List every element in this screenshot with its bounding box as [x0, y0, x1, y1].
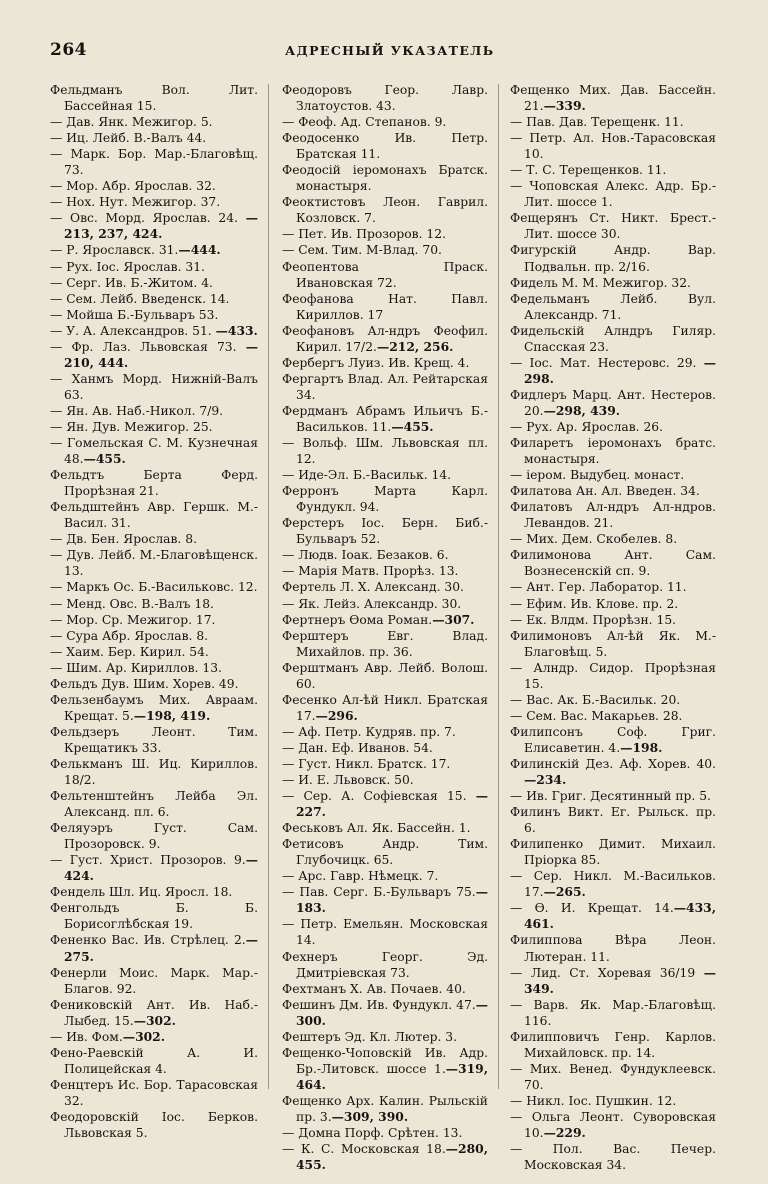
entry-text: — Вольф. Шм. Львовская пл. 12.	[282, 436, 488, 467]
entry-reference-numbers: —198.	[620, 739, 663, 755]
entry-text: — Ив. Григ. Десятинный пр. 5.	[510, 789, 711, 804]
directory-entry	[50, 756, 258, 788]
entry-text: — Иде-Эл. Б.-Васильк. 14.	[282, 468, 452, 483]
entry-text: Фешинъ Дм. Ив. Фундукл. 47.	[282, 997, 476, 1012]
directory-entry	[510, 435, 716, 467]
entry-text: — У. А. Александров. 51.	[50, 323, 216, 338]
entry-reference-numbers: —444.	[178, 242, 221, 258]
entry-reference-numbers: —183.	[296, 884, 488, 916]
entry-reference-numbers: —298, 439.	[543, 402, 621, 418]
entry-text: Фельтенштейнъ Лейба Эл. Александ. пл. 6.	[50, 789, 258, 820]
entry-text: Фененко Вас. Ив. Стрѣлец. 2.	[50, 933, 246, 948]
entry-text: Фено-Раевскій А. И. Полицейская 4.	[50, 1045, 258, 1076]
entry-text: — Ян. Дув. Межигор. 25.	[50, 419, 213, 434]
directory-entry	[510, 531, 716, 547]
entry-text: Фертель Л. Х. Александ. 30.	[282, 580, 464, 595]
directory-entry	[50, 997, 258, 1029]
directory-entry	[510, 596, 716, 612]
directory-entry	[510, 660, 716, 692]
directory-entry	[510, 900, 716, 932]
directory-entry	[282, 660, 488, 692]
directory-entry	[50, 419, 258, 435]
entry-reference-numbers: —298.	[524, 354, 716, 386]
entry-text: — К. С. Московская 18.	[282, 1142, 446, 1157]
entry-text: Федельманъ Лейб. Вул. Александр. 71.	[510, 291, 716, 322]
directory-entry	[510, 1093, 716, 1109]
entry-text: Феодоровскій Іос. Берков. Львовская 5.	[50, 1110, 258, 1141]
directory-entry	[50, 788, 258, 820]
directory-entry	[50, 660, 258, 676]
entry-text: Фельдманъ Вол. Лит. Бассейная 15.	[50, 83, 258, 114]
directory-entry	[50, 307, 258, 323]
directory-entry	[282, 259, 488, 291]
directory-entry	[50, 692, 258, 724]
entry-text: — Никл. Іос. Пушкин. 12.	[510, 1093, 677, 1108]
directory-entry	[50, 178, 258, 194]
directory-entry	[50, 644, 258, 660]
entry-text: Филипенко Димит. Михаил. Пріорка 85.	[510, 837, 716, 868]
directory-entry	[282, 611, 488, 628]
entry-text: Филинскій Дез. Аф. Хорев. 40.	[510, 756, 716, 771]
entry-reference-numbers: —300.	[296, 996, 488, 1028]
directory-entry	[50, 499, 258, 531]
directory-entry	[282, 1029, 488, 1045]
entry-text: Фещенко Мих. Дав. Бассейн. 21.	[510, 83, 716, 114]
directory-entry	[510, 788, 716, 804]
entry-text: Фенерли Моис. Марк. Мар.-Благов. 92.	[50, 965, 258, 996]
directory-entry	[50, 932, 258, 964]
directory-entry	[282, 756, 488, 772]
directory-entry	[282, 916, 488, 948]
entry-text: — Петр. Емельян. Московская 14.	[282, 917, 488, 948]
directory-entry	[282, 1045, 488, 1093]
directory-entry	[50, 210, 258, 242]
entry-reference-numbers: —433.	[215, 322, 258, 338]
directory-entry	[50, 403, 258, 419]
directory-entry	[510, 1061, 716, 1093]
entry-text: Фетисовъ Андр. Тим. Глубочицк. 65.	[282, 837, 488, 868]
directory-entry	[510, 1141, 716, 1173]
directory-entry	[50, 852, 258, 884]
entry-text: — Сем. Тим. М-Влад. 70.	[282, 243, 442, 258]
entry-text: — Ив. Фом.	[50, 1029, 123, 1044]
directory-entry	[282, 563, 488, 579]
directory-entry	[510, 756, 716, 788]
entry-reference-numbers: —280, 455.	[296, 1141, 488, 1173]
directory-entry	[510, 868, 716, 900]
directory-entry	[282, 515, 488, 547]
directory-entry	[510, 354, 716, 387]
entry-text: — Нох. Нут. Межигор. 37.	[50, 195, 221, 210]
entry-text: Филипсонъ Соф. Григ. Елисаветин. 4.	[510, 724, 716, 755]
entry-text: Фельдтъ Берта Ферд. Прорѣзная 21.	[50, 468, 258, 499]
entry-text: — Сер. А. Софіевская 15.	[282, 789, 476, 804]
column-divider	[268, 84, 269, 1089]
directory-entry	[282, 996, 488, 1029]
entry-text: — Дв. Бен. Ярослав. 8.	[50, 532, 197, 547]
directory-entry	[50, 820, 258, 852]
directory-entry	[282, 820, 488, 836]
entry-text: — Людв. Іоак. Безаков. 6.	[282, 548, 449, 563]
entry-reference-numbers: —349.	[524, 964, 716, 996]
entry-text: Ферштеръ Евг. Влад. Михайлов. пр. 36.	[282, 628, 488, 659]
directory-entry	[50, 338, 258, 371]
entry-text: Филимонова Ант. Сам. Вознесенскій сп. 9.	[510, 548, 716, 579]
directory-entry	[510, 82, 716, 114]
entry-text: — Хаим. Бер. Кирил. 54.	[50, 644, 209, 659]
entry-reference-numbers: —339.	[543, 98, 586, 114]
entry-text: — Серг. Ив. Б.-Житом. 4.	[50, 275, 213, 290]
entry-reference-numbers: —319, 464.	[296, 1060, 488, 1092]
directory-entry	[510, 997, 716, 1029]
entry-text: Феодосенко Ив. Петр. Братская 11.	[282, 131, 488, 162]
directory-entry	[282, 114, 488, 130]
directory-entry	[282, 323, 488, 355]
directory-entry	[282, 403, 488, 435]
directory-entry	[50, 242, 258, 258]
directory-entry	[50, 900, 258, 932]
running-title: АДРЕСНЫЙ УКАЗАТЕЛЬ	[285, 43, 495, 58]
directory-entry	[282, 435, 488, 467]
entry-text: — Лид. Ст. Хоревая 36/19	[510, 965, 704, 980]
entry-text: Фехтманъ Х. Ав. Почаев. 40.	[282, 981, 466, 996]
entry-text: Филинъ Викт. Ег. Рыльск. пр. 6.	[510, 805, 716, 836]
entry-text: Фидельскій Алндръ Гиляр. Спасская 23.	[510, 323, 716, 354]
entry-text: — Мор. Ср. Межигор. 17.	[50, 612, 216, 627]
directory-entry	[282, 724, 488, 740]
directory-entry	[50, 291, 258, 307]
directory-entry	[510, 692, 716, 708]
directory-entry	[510, 499, 716, 531]
directory-entry	[282, 355, 488, 371]
directory-entry	[282, 868, 488, 884]
entry-text: — Мойша Б.-Бульваръ 53.	[50, 307, 219, 322]
directory-entry	[50, 612, 258, 628]
directory-entry	[510, 1029, 716, 1061]
page-number: 264	[50, 40, 87, 60]
entry-text: — Ханмъ Морд. Нижній-Валъ 63.	[50, 371, 258, 402]
entry-text: — Ѳ. И. Крещат. 14.	[510, 901, 674, 916]
directory-entry	[50, 130, 258, 146]
entry-text: Феофановъ Ал-ндръ Феофил. Кирил. 17/2.	[282, 323, 488, 354]
directory-entry	[50, 259, 258, 275]
entry-text: Фидель М. М. Межигор. 32.	[510, 275, 691, 290]
entry-text: — Як. Лейз. Александр. 30.	[282, 596, 462, 611]
entry-text: Фещерянъ Ст. Никт. Брест.-Лит. шоссе 30.	[510, 211, 716, 242]
entry-text: Филиппова Вѣра Леон. Лютеран. 11.	[510, 933, 716, 964]
directory-entry	[510, 114, 716, 130]
entry-text: Фенгольдъ Б. Б. Борисоглѣбская 19.	[50, 901, 258, 932]
directory-entry	[510, 483, 716, 499]
entry-text: Фесенко Ал-ѣй Никл. Братская 17.	[282, 692, 488, 723]
entry-text: Фельзенбаумъ Мих. Авраам. Крещат. 5.	[50, 692, 258, 723]
directory-entry	[510, 836, 716, 868]
entry-text: Феодосій іеромонахъ Братск. монастыря.	[282, 163, 488, 194]
entry-text: Филимоновъ Ал-ѣй Як. М.-Благовѣщ. 5.	[510, 628, 716, 659]
entry-text: Фельдштейнъ Авр. Гершк. М.-Васил. 31.	[50, 500, 258, 531]
directory-entry	[282, 772, 488, 788]
entry-text: — Менд. Овс. В.-Валъ 18.	[50, 596, 214, 611]
entry-text: — Дав. Янк. Межигор. 5.	[50, 115, 213, 130]
directory-entry	[282, 1141, 488, 1173]
entry-text: Ферштманъ Авр. Лейб. Волош. 60.	[282, 660, 488, 691]
entry-text: Феляуэръ Густ. Сам. Прозоровск. 9.	[50, 821, 258, 852]
entry-text: — Петр. Ал. Нов.-Тарасовская 10.	[510, 131, 716, 162]
entry-text: — Варв. Як. Мар.-Благовѣщ. 116.	[510, 997, 716, 1028]
entry-text: — Чоповская Алекс. Адр. Бр.-Лит. шоссе 1.	[510, 179, 716, 210]
directory-entry	[50, 114, 258, 130]
directory-entry	[510, 804, 716, 836]
directory-entry	[50, 965, 258, 997]
directory-entry	[510, 162, 716, 178]
directory-entry	[282, 949, 488, 981]
entry-text: — Марк. Бор. Мар.-Благовѣщ. 73.	[50, 147, 258, 178]
directory-entry	[50, 467, 258, 499]
entry-reference-numbers: —265.	[543, 884, 586, 900]
directory-entry	[282, 194, 488, 226]
directory-entry	[50, 884, 258, 900]
entry-text: — Вас. Ак. Б.-Васильк. 20.	[510, 692, 681, 707]
directory-entry	[510, 932, 716, 964]
entry-reference-numbers: —234.	[524, 772, 567, 788]
directory-entry	[510, 323, 716, 355]
entry-text: Феопентова Праск. Ивановская 72.	[282, 259, 488, 290]
directory-entry	[50, 322, 258, 339]
entry-reference-numbers: —198, 419.	[133, 707, 211, 723]
directory-entry	[282, 242, 488, 258]
entry-text: — Ольга Леонт. Суворовская 10.	[510, 1110, 716, 1141]
entry-text: Фехнеръ Георг. Эд. Дмитрiевская 73.	[282, 949, 488, 980]
directory-entry	[282, 579, 488, 595]
entry-text: — Аф. Петр. Кудряв. пр. 7.	[282, 724, 456, 739]
entry-text: — Арс. Гавр. Нѣмецк. 7.	[282, 869, 439, 884]
directory-entry	[50, 371, 258, 403]
entry-reference-numbers: —210, 444.	[64, 338, 258, 370]
entry-text: Филаретъ іеромонахъ братс. монастыря.	[510, 436, 716, 467]
entry-reference-numbers: —302.	[122, 1028, 166, 1044]
entry-text: Фениковскій Ант. Ив. Наб.-Лыбед. 15.	[50, 997, 258, 1028]
entry-text: Фердманъ Абрамъ Ильичъ Б.-Васильков. 11.	[282, 403, 488, 434]
entry-reference-numbers: —229.	[543, 1125, 586, 1141]
column-1	[50, 82, 258, 1141]
directory-entry	[50, 146, 258, 178]
entry-text: — Мих. Дем. Скобелев. 8.	[510, 532, 678, 547]
directory-entry	[50, 579, 258, 595]
directory-entry	[510, 467, 716, 483]
entry-text: Филатова Ан. Ал. Введен. 34.	[510, 484, 700, 499]
entry-text: — Дув. Лейб. М.-Благовѣщенск. 13.	[50, 548, 258, 579]
directory-entry	[282, 981, 488, 997]
directory-entry	[50, 628, 258, 644]
directory-entry	[50, 194, 258, 210]
entry-text: — Ек. Влдм. Прорѣзн. 15.	[510, 612, 677, 627]
entry-reference-numbers: —302.	[133, 1012, 176, 1028]
entry-text: Фигурскій Андр. Вар. Подвальн. пр. 2/16.	[510, 243, 716, 274]
entry-reference-numbers: —433, 461.	[524, 900, 716, 932]
entry-reference-numbers: —455.	[83, 451, 126, 467]
directory-entry	[510, 275, 716, 291]
entry-text: Фельдзеръ Леонт. Тим. Крещатикъ 33.	[50, 724, 258, 755]
directory-entry	[50, 724, 258, 756]
entry-text: — Ефим. Ив. Клове. пр. 2.	[510, 596, 679, 611]
entry-text: — Пав. Серг. Б.-Бульваръ 75.	[282, 885, 476, 900]
directory-entry	[282, 740, 488, 756]
directory-entry	[282, 692, 488, 724]
directory-entry	[50, 596, 258, 612]
entry-reference-numbers: —227.	[296, 788, 488, 820]
directory-entry	[50, 547, 258, 579]
entry-text: — Маркъ Ос. Б.-Васильковс. 12.	[50, 580, 258, 595]
column-3	[510, 82, 716, 1173]
directory-entry	[50, 1045, 258, 1077]
directory-entry	[282, 836, 488, 868]
directory-entry	[282, 547, 488, 563]
entry-text: — Дан. Еф. Иванов. 54.	[282, 740, 433, 755]
directory-entry	[282, 1093, 488, 1125]
column-2	[282, 82, 488, 1173]
directory-entry	[282, 596, 488, 612]
directory-entry	[50, 676, 258, 692]
entry-reference-numbers: —212, 256.	[376, 338, 454, 354]
directory-entry	[510, 419, 716, 435]
entry-text: Феськовъ Ал. Як. Бассейн. 1.	[282, 821, 471, 836]
directory-entry	[50, 531, 258, 547]
directory-entry	[282, 226, 488, 242]
entry-text: — Марія Матв. Прорѣз. 13.	[282, 564, 459, 579]
entry-text: — Іос. Мат. Нестеровс. 29.	[510, 355, 704, 370]
entry-text: — Гомельская С. М. Кузнечная 48.	[50, 436, 258, 467]
directory-entry	[510, 547, 716, 579]
entry-text: — Мор. Абр. Ярослав. 32.	[50, 179, 216, 194]
entry-reference-numbers: —213, 237, 424.	[64, 210, 258, 242]
entry-text: — іером. Выдубец. монаст.	[510, 468, 685, 483]
entry-text: — Густ. Христ. Прозоров. 9.	[50, 853, 246, 868]
entry-text: Фербергъ Луиз. Ив. Крещ. 4.	[282, 355, 470, 370]
entry-text: — Густ. Никл. Братск. 17.	[282, 756, 451, 771]
directory-entry	[510, 724, 716, 756]
directory-entry	[510, 178, 716, 210]
directory-entry	[510, 210, 716, 242]
directory-entry	[50, 1028, 258, 1045]
directory-entry	[50, 1109, 258, 1141]
entry-reference-numbers: —275.	[64, 932, 258, 964]
entry-text: Фенцтеръ Ис. Бор. Тарасовская 32.	[50, 1077, 258, 1108]
entry-text: Фергартъ Влад. Ал. Рейтарская 34.	[282, 371, 488, 402]
directory-entry	[510, 291, 716, 323]
entry-text: Феоктистовъ Леон. Гаврил. Козловск. 7.	[282, 195, 488, 226]
directory-entry	[50, 1077, 258, 1109]
entry-reference-numbers: —296.	[315, 707, 358, 723]
entry-reference-numbers: —455.	[391, 418, 434, 434]
entry-text: Ферстеръ Іос. Берн. Биб.-Бульваръ 52.	[282, 516, 488, 547]
entry-text: — Шим. Ар. Кириллов. 13.	[50, 660, 222, 675]
entry-text: — Мих. Венед. Фундуклеевск. 70.	[510, 1061, 716, 1092]
entry-text: — Иц. Лейб. В.-Валъ 44.	[50, 131, 207, 146]
directory-entry	[282, 162, 488, 194]
entry-text: — И. Е. Львовск. 50.	[282, 773, 414, 788]
directory-entry	[282, 467, 488, 483]
entry-text: — Сем. Лейб. Введенск. 14.	[50, 291, 230, 306]
entry-text: Ферронъ Марта Карл. Фундукл. 94.	[282, 484, 488, 515]
directory-entry	[510, 964, 716, 997]
entry-text: — Рух. Іос. Ярослав. 31.	[50, 259, 205, 274]
directory-entry	[282, 82, 488, 114]
entry-text: Фертнеръ Ѳома Роман.	[282, 612, 433, 627]
entry-text: — Сем. Вас. Макарьев. 28.	[510, 708, 683, 723]
directory-entry	[510, 708, 716, 724]
directory-entry	[510, 387, 716, 419]
page-header	[50, 40, 718, 62]
entry-text: — Ян. Ав. Наб.-Никол. 7/9.	[50, 403, 224, 418]
directory-entry	[50, 435, 258, 467]
directory-entry	[282, 1125, 488, 1141]
entry-text: — Р. Ярославск. 31.	[50, 243, 179, 258]
column-divider	[498, 84, 499, 1089]
directory-entry	[50, 82, 258, 114]
entry-text: Филипповичъ Генр. Карлов. Михайловск. пр. 14.	[510, 1029, 716, 1060]
entry-text: Фелькманъ Ш. Иц. Кириллов. 18/2.	[50, 756, 258, 788]
entry-text: — Алндр. Сидор. Прорѣзная 15.	[510, 660, 716, 691]
entry-text: — Сура Абр. Ярослав. 8.	[50, 628, 209, 643]
entry-text: Фельдъ Дув. Шим. Хорев. 49.	[50, 676, 239, 691]
directory-entry	[510, 628, 716, 660]
directory-entry	[282, 788, 488, 820]
directory-entry	[510, 242, 716, 274]
entry-reference-numbers: —424.	[64, 852, 258, 884]
directory-entry	[510, 130, 716, 162]
entry-text: Феофанова Нат. Павл. Кириллов. 17	[282, 291, 488, 322]
entry-text: — Пол. Вас. Печер. Московская 34.	[510, 1142, 716, 1173]
entry-text: — Овс. Морд. Ярослав. 24.	[50, 211, 246, 226]
entry-text: — Фр. Лаз. Львовская 73.	[50, 339, 246, 354]
directory-entry	[510, 612, 716, 628]
directory-entry	[50, 275, 258, 291]
entry-text: Филатовъ Ал-ндръ Ал-ндров. Левандов. 21.	[510, 500, 716, 531]
entry-text: — Феоф. Ад. Степанов. 9.	[282, 115, 447, 130]
entry-text: Фештеръ Эд. Кл. Лютер. 3.	[282, 1029, 458, 1044]
entry-text: — Пав. Дав. Терещенк. 11.	[510, 115, 684, 130]
directory-entry	[282, 291, 488, 323]
entry-text: — Т. С. Терещенков. 11.	[510, 163, 667, 178]
directory-entry	[282, 884, 488, 916]
directory-entry	[282, 371, 488, 403]
entry-text: Фидлеръ Марц. Ант. Нестеров. 20.	[510, 387, 716, 418]
entry-text: Фещенко-Чоповскій Ив. Адр. Бр.-Литовск. шоссе 1.	[282, 1045, 488, 1076]
entry-reference-numbers: —309, 390.	[331, 1109, 409, 1124]
entry-text: Феодоровъ Геор. Лавр. Златоустов. 43.	[282, 83, 488, 114]
directory-entry	[282, 628, 488, 660]
entry-text: — Сер. Никл. М.-Васильков. 17.	[510, 869, 716, 900]
entry-text: — Рух. Ар. Ярослав. 26.	[510, 419, 664, 434]
entry-reference-numbers: —307.	[432, 611, 475, 627]
directory-entry	[510, 1109, 716, 1141]
entry-text: Фещенко Арх. Калин. Рыльскій пр. 3.	[282, 1093, 488, 1124]
directory-entry	[282, 130, 488, 162]
directory-entry	[282, 483, 488, 515]
directory-entry	[510, 579, 716, 595]
entry-text: — Домна Порф. Срѣтен. 13.	[282, 1126, 463, 1141]
entry-text: — Пет. Ив. Прозоров. 12.	[282, 227, 446, 242]
entry-text: Фендель Шл. Иц. Яросл. 18.	[50, 885, 233, 900]
entry-text: — Ант. Гер. Лаборатор. 11.	[510, 580, 687, 595]
